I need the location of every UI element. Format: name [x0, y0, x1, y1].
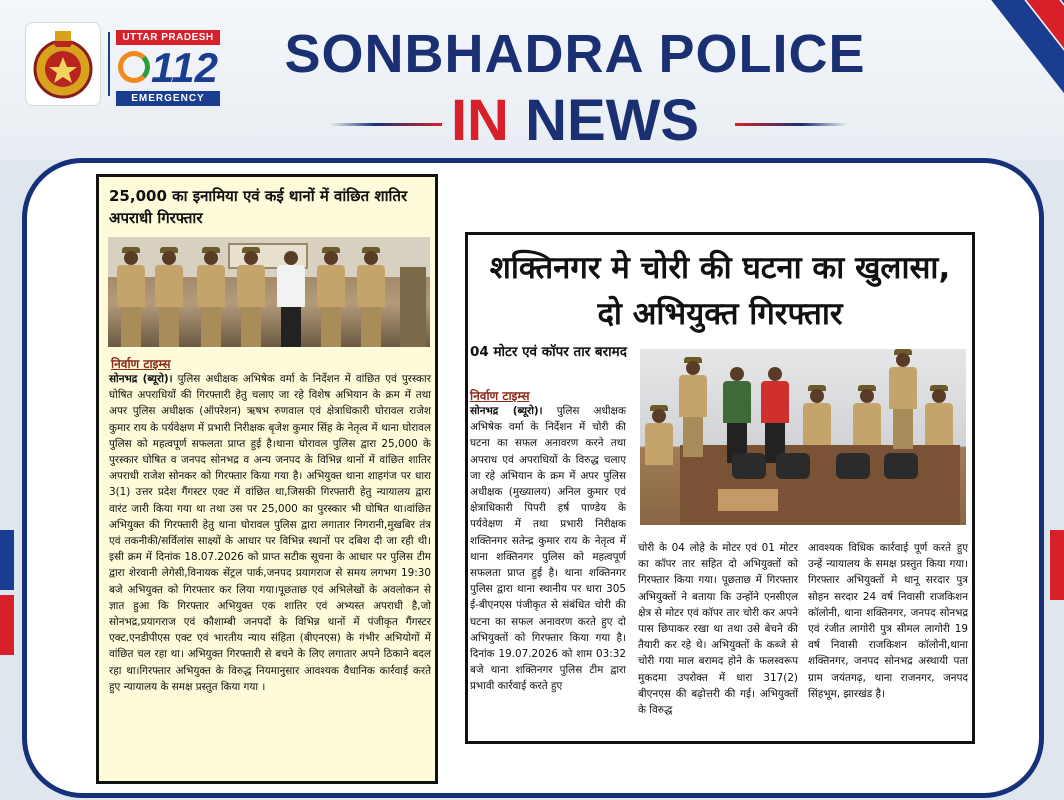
clipping-1-body [109, 371, 431, 771]
police-officer-figure [800, 389, 834, 459]
page-title-line1: SONBHADRA POLICE [284, 24, 866, 84]
clipping-2-column-2: चोरी के 04 लोहे के मोटर एवं 01 मोटर का कॉपर तार सहित दो अभियुक्तों को गिरफ्तार किया गया। पूछताछ में गिरफ्तार अभियुक्तों ने बताया कि उन्होंने एनसीएल क्षेत्र से मोटर एवं कॉपर तार चोरी कर अपने पास छिपाकर रखा था तथा उसे बेचने की तैयारी कर रहे थे। अभियुक्तों के कब्जे से चोरी गया माल बरामद होने के फलस्वरूप मुकदमा उपरोक्त में धारा 317(2) बीएनएस की बढ़ोत्तरी की गई। अभियुक्तों के विरुद्ध [638, 542, 798, 717]
clipping-2-subheadline: 04 मोटर एवं कॉपर तार बरामद [470, 344, 627, 360]
clipping-2-headline-line2: दो अभियुक्त गिरफ्तार [597, 296, 843, 332]
recovered-motor [884, 453, 918, 479]
police-officer-figure [850, 389, 884, 459]
police-officer-figure [676, 361, 710, 457]
recovered-motor [836, 453, 870, 479]
clipping-1-source: निर्वाण टाइम्स [111, 357, 171, 371]
accused-figure [720, 367, 754, 457]
copper-wire-bag [718, 489, 778, 511]
clipping-2-column-3: आवश्यक विधिक कार्रवाई पूर्ण करते हुए उन्हें न्यायालय के समक्ष प्रस्तुत किया गया। गिरफ्तार अभियुक्तों मे धानू सरदार पुत्र सोहन सरदार 24 वर्ष निवासी राजकिशन कॉलोनी, थाना शक्तिनगर, जनपद सोनभद्र एवं रंजीत लागोरी पुत्र सीमल लागोरी 19 वर्ष निवासी राजकिशन कॉलोनी,थाना शक्तिनगर, जनपद सोनभद्र अस्थायी पता ग्राम जयंतगढ़, थाना राजनगर, जनपद सिंहभूम, झारखंड है। [808, 542, 968, 700]
recovered-motor [732, 453, 766, 479]
police-officer-figure [922, 389, 956, 459]
news-clipping-2 [465, 232, 975, 744]
decor-side-stripe [0, 530, 14, 590]
clipping-2-headline [468, 245, 972, 341]
clipping-1-photo [108, 237, 430, 347]
decor-side-stripe [0, 595, 14, 655]
clipping-2-headline-line1: शक्तिनगर मे चोरी की घटना का खुलासा, [489, 250, 951, 286]
police-officer-figure [314, 251, 348, 347]
clipping-1-dateline: सोनभद्र (ब्यूरो)। [109, 373, 173, 385]
header-divider [108, 32, 110, 96]
police-officer-figure [886, 353, 920, 449]
accused-figure [758, 367, 792, 457]
recovered-motor [776, 453, 810, 479]
up-police-emblem-icon [25, 22, 101, 106]
decor-side-stripe [1050, 530, 1064, 600]
logo-state-label: UTTAR PRADESH [116, 30, 220, 45]
logo-number: 112 [151, 44, 218, 91]
clipping-2-col1-text: पुलिस अधीक्षक अभिषेक वर्मा के निर्देशन में चोरी की घटना का सफल अनावरण करने तथा अपराध एवं अपराधियों के विरुद्ध चलाए जा रहे अभियान के क्रम में अपर पुलिस अधीक्षक (मुख्यालय) अनिल कुमार एवं क्षेत्राधिकारी पिपरी हर्ष पाण्डेय के पर्यवेक्षण में तथा प्रभारी निरीक्षक शक्तिनगर सतेन्द्र कुमार राय के नेतृत्व में थाना शक्तिनगर पुलिस को महत्वपूर्ण सफलता प्राप्त हुई है। थाना शक्तिनगर पुलिस द्वारा थाना स्थानीय पर धारा 305 ई-बीएनएस पंजीकृत से संबंधित चोरी की घटना का सफल अनावरण करते हुए दो अभियुक्तों को गिरफ्तार किया गया है। दिनांक 19.07.2026 को शाम 03:32 बजे थाना शक्तिनगर पुलिस टीम द्वारा प्रभावी कार्रवाई करते हुए [470, 405, 626, 693]
title-rule-right [735, 123, 847, 126]
header-band [0, 0, 1064, 160]
police-officer-figure [194, 251, 228, 347]
clipping-1-headline: 25,000 का इनामिया एवं कई थानों में वांछित शातिर अपराधी गिरफ्तार [109, 187, 408, 227]
clipping-2-column-1 [470, 403, 626, 741]
up112-logo [116, 30, 220, 106]
clipping-2-photo [640, 349, 966, 525]
clipping-2-dateline: सोनभद्र (ब्यूरो)। [470, 405, 543, 417]
police-officer-figure [234, 251, 268, 347]
door [400, 267, 426, 347]
police-officer-figure [152, 251, 186, 347]
police-officer-figure [642, 409, 676, 479]
logo-emergency-label: EMERGENCY [116, 91, 220, 106]
title-in: IN [450, 88, 509, 153]
title-news: NEWS [525, 88, 700, 153]
page-title-line2 [350, 90, 800, 152]
police-officer-figure [114, 251, 148, 347]
news-clipping-1 [96, 174, 438, 784]
accused-figure [274, 251, 308, 347]
clipping-2-source: निर्वाण टाइम्स [470, 389, 530, 403]
police-officer-figure [354, 251, 388, 347]
clipping-1-text: पुलिस अधीक्षक अभिषेक वर्मा के निर्देशन में वांछित एवं पुरस्कार घोषित अपराधियों की गिरफ्तारी हेतु चलाए जा रहे विशेष अभियान के क्रम में तथा अपर पुलिस अधीक्षक (ऑपरेशन) ऋषभ रुणवाल एवं क्षेत्राधिकारी घोरावल राजेश कुमार राय के पर्यवेक्षण में प्रभारी निरीक्षक बृजेश कुमार सिंह के नेतृत्व में थाना घोरावल पुलिस को महत्वपूर्ण सफलता प्राप्त हुई है।थाना घोरावल पुलिस द्वारा 25,000 के पुरस्कार घोषित व जनपद सोनभद्र व अन्य जनपद के विभिन्न थानों में वांछित शातिर अपराधी राजेश सोनकर को गिरफ्तार किया गया है। अभियुक्त थाना शाहगंज पर धारा 3(1) उत्तर प्रदेश गैंगस्टर एक्ट में वांछित था,जिसकी गिरफ्तारी हेतु न्यायालय द्वारा वारंट जारी किया गया था तथा उस पर 25,000 का पुरस्कार भी घोषित था।वांछित अभियुक्त की गिरफ्तारी हेतु थाना घोरावल पुलिस द्वारा लगातार निगरानी,मुखबिर तंत्र एवं तकनीकी/सर्विलांस साक्ष्यों के आधार पर विभिन्न स्थानों पर दबिश दी जा रही थी। इसी क्रम में दिनांक 18.07.2026 को प्राप्त सटीक सूचना के आधार पर पुलिस टीम द्वारा शेरवानी लेगेसी,विनायक सेंट्रल पार्क,जनपद प्रयागराज से समय लगभग 19:30 बजे अभियुक्त को गिरफ्तार कर लिया गया।पूछताछ एवं अभिलेखों के अवलोकन से ज्ञात हुआ कि गिरफ्तार अभियुक्त एक शातिर एवं अभ्यस्त अपराधी है,जो सोनभद्र,प्रयागराज एवं कौशाम्बी जनपदों के विभिन्न थानों में पंजीकृत गैंगस्टर एक्ट,एनडीपीएस एक्ट एवं भारतीय न्याय संहिता (बीएनएस) के गंभीर अभियोगों में वांछित चल रहा था। अभियुक्त गिरफ्तारी से बचने के लिए लगातार अपने ठिकाने बदल रहा था।गिरफ्तार अभियुक्त के विरुद्ध नियमानुसार आवश्यक वैधानिक कार्रवाई करते हुए न्यायालय के समक्ष प्रस्तुत किया गया । [109, 373, 431, 693]
